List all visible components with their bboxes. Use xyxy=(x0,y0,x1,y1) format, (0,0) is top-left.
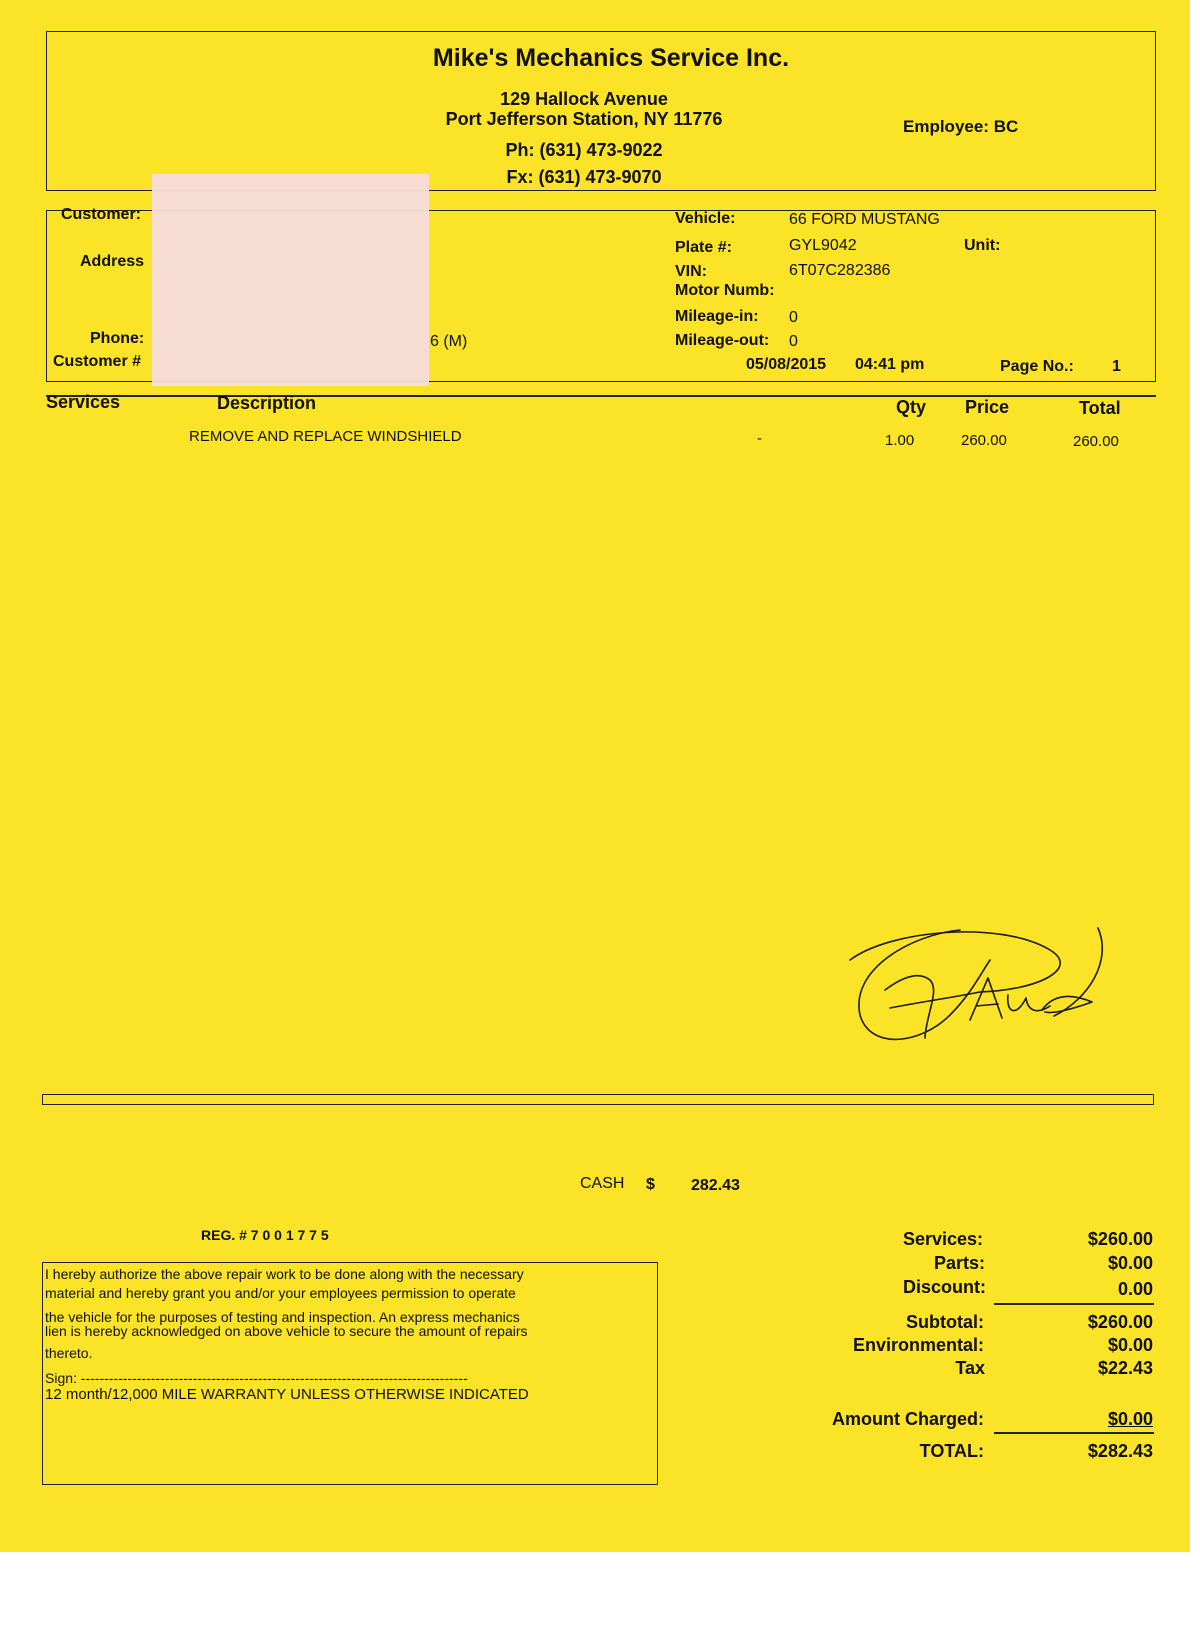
tax-value: $22.43 xyxy=(1097,1358,1153,1378)
services-total-value: $260.00 xyxy=(1087,1229,1153,1249)
handwritten-signature xyxy=(830,920,1110,1070)
mileage-out-label: Mileage-out: xyxy=(675,332,770,349)
vin-label: VIN: xyxy=(675,263,707,280)
customer-number-label: Customer # xyxy=(53,353,142,370)
mileage-in-label: Mileage-in: xyxy=(675,308,759,325)
col-header-description: Description xyxy=(217,393,317,413)
subtotal-label: Subtotal: xyxy=(906,1312,984,1332)
vin-value: 6T07C282386 xyxy=(789,262,891,279)
phone-label: Phone: xyxy=(90,330,145,347)
unit-label: Unit: xyxy=(964,237,1001,254)
company-fax: Fx: (631) 473-9070 xyxy=(506,167,662,187)
services-total-label: Services: xyxy=(902,1229,983,1249)
company-address-line1: 129 Hallock Avenue xyxy=(500,89,668,109)
row-dash: - xyxy=(757,430,762,447)
warranty-note: 12 month/12,000 MILE WARRANTY UNLESS OTHERWISE INDICATED xyxy=(45,1386,529,1403)
company-phone: Ph: (631) 473-9022 xyxy=(505,140,663,160)
vehicle-label: Vehicle: xyxy=(675,210,736,227)
payment-currency: $ xyxy=(646,1176,655,1193)
total-label: TOTAL: xyxy=(919,1441,984,1461)
row-total: 260.00 xyxy=(1073,433,1119,450)
company-name: Mike's Mechanics Service Inc. xyxy=(432,44,790,72)
parts-label: Parts: xyxy=(933,1253,985,1273)
address-label: Address xyxy=(80,253,145,270)
amount-charged-value: $0.00 xyxy=(1107,1409,1153,1429)
payment-amount: 282.43 xyxy=(691,1177,740,1194)
plate-value: GYL9042 xyxy=(789,237,857,254)
row-qty: 1.00 xyxy=(885,432,915,449)
amount-charged-label: Amount Charged: xyxy=(832,1409,984,1429)
authorization-line-3: the vehicle for the purposes of testing and inspection. An express mechanics xyxy=(45,1309,520,1325)
page-number-label: Page No.: xyxy=(1000,358,1074,375)
row-price: 260.00 xyxy=(961,432,1007,449)
discount-label: Discount: xyxy=(903,1277,986,1297)
tax-label: Tax xyxy=(955,1358,985,1378)
authorization-line-4: lien is hereby acknowledged on above vehicle to secure the amount of repairs xyxy=(45,1323,528,1339)
authorization-line-5: thereto. xyxy=(45,1345,93,1361)
environmental-value: $0.00 xyxy=(1107,1335,1153,1355)
customer-phone-suffix: 6 (M) xyxy=(430,333,468,350)
company-address-line2: Port Jefferson Station, NY 11776 xyxy=(445,109,723,129)
discount-value: 0.00 xyxy=(1117,1279,1153,1299)
amount-charged-underline xyxy=(994,1432,1154,1434)
vehicle-value: 66 FORD MUSTANG xyxy=(789,211,940,228)
invoice-date: 05/08/2015 xyxy=(746,356,827,373)
col-header-qty: Qty xyxy=(896,397,927,417)
col-header-price: Price xyxy=(965,397,1010,417)
mileage-out-value: 0 xyxy=(789,333,798,350)
mileage-in-value: 0 xyxy=(789,309,798,326)
discount-underline xyxy=(994,1303,1154,1305)
sign-line: Sign: ----------------------------------------------------------------------------------- xyxy=(45,1370,468,1386)
invoice-time: 04:41 pm xyxy=(855,356,925,373)
redaction-patch xyxy=(152,174,429,386)
total-value: $282.43 xyxy=(1087,1441,1153,1461)
col-header-services: Services xyxy=(46,392,121,412)
employee-label: Employee: BC xyxy=(903,117,1019,136)
page-number-value: 1 xyxy=(1112,358,1121,375)
footer-divider-bar xyxy=(42,1094,1154,1105)
parts-value: $0.00 xyxy=(1107,1253,1153,1273)
environmental-label: Environmental: xyxy=(852,1335,984,1355)
col-header-total: Total xyxy=(1079,398,1121,418)
subtotal-value: $260.00 xyxy=(1087,1312,1153,1332)
payment-method: CASH xyxy=(580,1175,625,1192)
reg-number: REG. # 7 0 0 1 7 7 5 xyxy=(201,1227,329,1243)
plate-label: Plate #: xyxy=(675,239,732,256)
motor-number-label: Motor Numb: xyxy=(675,282,775,299)
customer-label: Customer: xyxy=(61,206,142,223)
row-description: REMOVE AND REPLACE WINDSHIELD xyxy=(189,428,462,445)
authorization-line-1: I hereby authorize the above repair work to be done along with the necessary xyxy=(45,1266,524,1282)
authorization-line-2: material and hereby grant you and/or your employees permission to operate xyxy=(45,1285,516,1301)
